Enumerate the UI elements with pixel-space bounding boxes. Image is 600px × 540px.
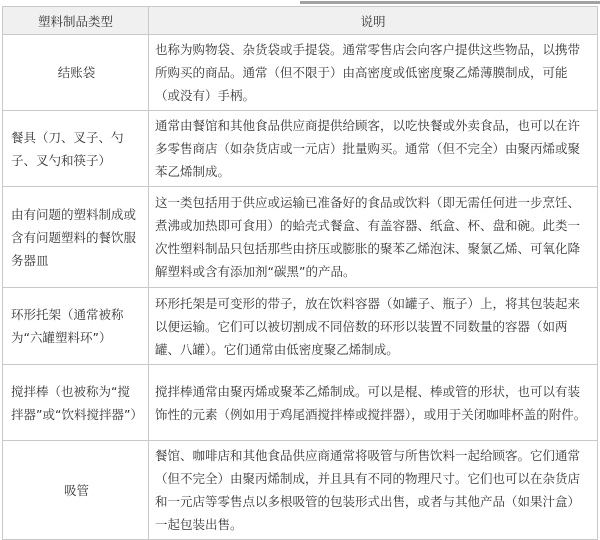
row-type: 餐具（刀、叉子、勺子、叉勺和筷子）	[3, 111, 149, 187]
header-description: 说明	[149, 7, 598, 35]
row-description: 通常由餐馆和其他食品供应商提供给顾客，以吃快餐或外卖食品，也可以在许多零售商店（如杂货店或一元店）批量购买。通常（但不完全）由聚丙烯或聚苯乙烯制成。	[149, 111, 598, 187]
header-type: 塑料制品类型	[3, 7, 149, 35]
row-type: 搅拌棒（也被称为“搅拌器”或“饮料搅拌器”）	[3, 365, 149, 441]
table-row	[3, 187, 598, 288]
row-type: 由有问题的塑料制成或含有问题塑料的餐饮服务器皿	[3, 187, 149, 288]
row-description: 也称为购物袋、杂货袋或手提袋。通常零售店会向客户提供这些物品，以携带所购买的商品。通常（但不限于）由高密度或低密度聚乙烯薄膜制成，可能（或没有）手柄。	[149, 35, 598, 111]
table-row	[3, 288, 598, 365]
row-type: 结账袋	[3, 35, 149, 111]
row-description: 环形托架是可变形的带子，放在饮料容器（如罐子、瓶子）上，将其包装起来以便运输。它们可以被切割成不同倍数的环形以装置不同数量的容器（如两罐、八罐）。它们通常由低密度聚乙烯制成。	[149, 288, 598, 365]
table-header-row	[3, 7, 598, 35]
row-description: 这一类包括用于供应或运输已准备好的食品或饮料（即无需任何进一步烹饪、煮沸或加热即可食用）的蛤壳式餐盒、有盖容器、纸盒、杯、盘和碗。此类一次性塑料制品只包括那些由挤压或膨胀的聚苯乙烯泡沫、聚氯乙烯、可氧化降解塑料或含有添加剂“碳黑”的产品。	[149, 187, 598, 288]
row-type: 环形托架（通常被称为“六罐塑料环”）	[3, 288, 149, 365]
row-description: 搅拌棒通常由聚丙烯或聚苯乙烯制成。可以是棍、棒或管的形状，也可以有装饰性的元素（例如用于鸡尾酒搅拌棒或搅拌器），或用于关闭咖啡杯盖的附件。	[149, 365, 598, 441]
table-row	[3, 365, 598, 441]
table-row	[3, 441, 598, 540]
plastic-products-table	[2, 6, 598, 540]
table-row	[3, 35, 598, 111]
table-row	[3, 111, 598, 187]
row-type: 吸管	[3, 441, 149, 540]
row-description: 餐馆、咖啡店和其他食品供应商通常将吸管与所售饮料一起给顾客。它们通常（但不完全）由聚丙烯制成，并且具有不同的物理尺寸。它们也可以在杂货店和一元店等零售点以多根吸管的包装形式出售，或者与其他产品（如果汁盒）一起包装出售。	[149, 441, 598, 540]
